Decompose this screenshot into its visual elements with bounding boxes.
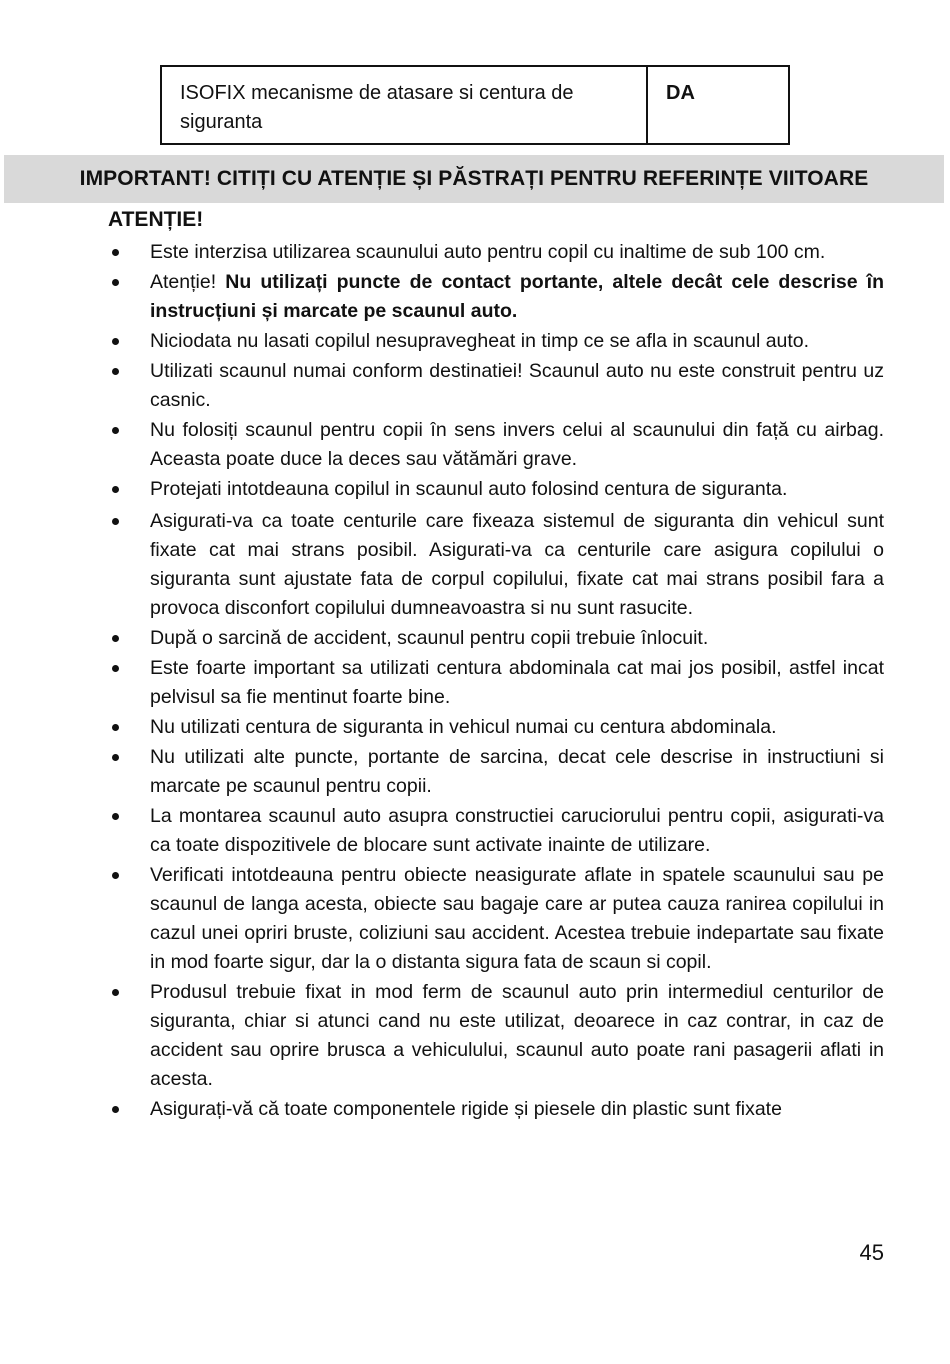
bullet-icon <box>112 724 119 731</box>
list-item: După o sarcină de accident, scaunul pentru copii trebuie înlocuit. <box>108 624 884 653</box>
list-item: Asigurați-vă că toate componentele rigide și piesele din plastic sunt fixate <box>108 1095 884 1124</box>
bullet-icon <box>112 635 119 642</box>
page-number: 45 <box>859 1240 884 1265</box>
important-banner <box>4 155 944 203</box>
spec-label-cell: ISOFIX mecanisme de atasare si centura de siguranta <box>162 67 648 143</box>
list-item: Atenție! Nu utilizați puncte de contact portante, altele decât cele descrise în instrucțiuni și marcate pe scaunul auto. <box>108 268 884 326</box>
list-item: Este interzisa utilizarea scaunului auto pentru copil cu inaltime de sub 100 cm. <box>108 238 884 267</box>
bullet-icon <box>112 279 119 286</box>
bullet-icon <box>112 486 119 493</box>
bullet-icon <box>112 665 119 672</box>
bullet-icon <box>112 872 119 879</box>
spec-value-cell: DA <box>666 82 695 104</box>
bullet-icon <box>112 989 119 996</box>
bullet-icon <box>112 754 119 761</box>
list-item: Verificati intotdeauna pentru obiecte neasigurate aflate in spatele scaunului sau pe scaunul de langa acesta, obiecte sau bagaje care ar putea cauza ranirea copilului in cazul unei opriri bruste, coliziuni sau accident. Acestea trebuie indepartate sau fixate in mod foarte sigur, dar la o distanta sigura fata de scaun si copil. <box>108 861 884 977</box>
warning-list <box>108 238 884 1125</box>
bullet-icon <box>112 1106 119 1113</box>
warning-heading: ATENȚIE! <box>108 208 204 231</box>
bullet-icon <box>112 368 119 375</box>
list-item: Nu utilizati alte puncte, portante de sarcina, decat cele descrise in instructiuni si marcate pe scaunul pentru copii. <box>108 743 884 801</box>
list-item: Niciodata nu lasati copilul nesupravegheat in timp ce se afla in scaunul auto. <box>108 327 884 356</box>
list-item: La montarea scaunul auto asupra constructiei caruciorului pentru copii, asigurati-va ca toate dispozitivele de blocare sunt activate inainte de utilizare. <box>108 802 884 860</box>
bullet-icon <box>112 338 119 345</box>
list-item: Nu folosiți scaunul pentru copii în sens invers celui al scaunului din față cu airbag. Aceasta poate duce la deces sau vătămări grave. <box>108 416 884 474</box>
spec-table <box>160 65 790 145</box>
list-item: Asigurati-va ca toate centurile care fixeaza sistemul de siguranta din vehicul sunt fixate cat mai strans posibil. Asigurati-va ca centurile care asigura copilului o siguranta sunt ajustate fata de corpul copilului, fixate cat mai strans posibil fara a provoca disconfort copilului dumneavoastra si nu sunt rasucite. <box>108 507 884 623</box>
bullet-icon <box>112 427 119 434</box>
banner-text: IMPORTANT! CITIȚI CU ATENȚIE ȘI PĂSTRAȚI PENTRU REFERINȚE VIITOARE <box>79 167 869 190</box>
list-item: Protejati intotdeauna copilul in scaunul auto folosind centura de siguranta. <box>108 475 884 504</box>
list-item: Nu utilizati centura de siguranta in vehicul numai cu centura abdominala. <box>108 713 884 742</box>
list-item: Produsul trebuie fixat in mod ferm de scaunul auto prin intermediul centurilor de siguranta, chiar si atunci cand nu este utilizat, deoarece in caz contrar, in caz de accident sau oprire brusca a vehiculului, scaunul auto poate rani pasagerii aflati in acesta. <box>108 978 884 1094</box>
bullet-icon <box>112 249 119 256</box>
list-item: Utilizati scaunul numai conform destinatiei! Scaunul auto nu este construit pentru uz casnic. <box>108 357 884 415</box>
bullet-icon <box>112 518 119 525</box>
bullet-icon <box>112 813 119 820</box>
list-item: Este foarte important sa utilizati centura abdominala cat mai jos posibil, astfel incat pelvisul sa fie mentinut foarte bine. <box>108 654 884 712</box>
